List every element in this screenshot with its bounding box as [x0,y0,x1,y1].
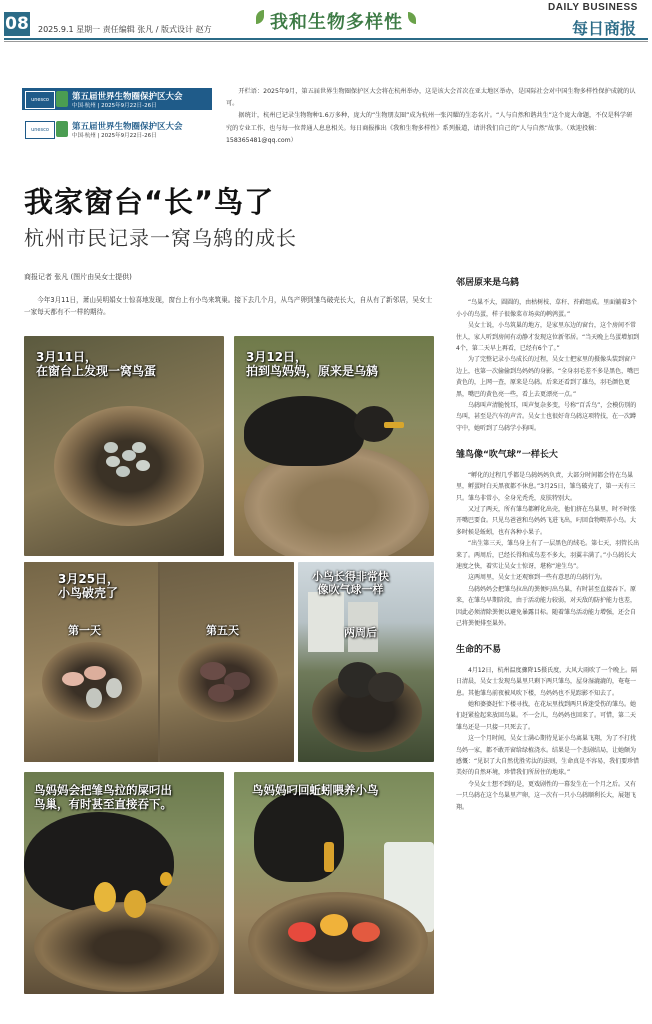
intro-paragraph: 开栏语：2025年9月，第五届世界生物圈保护区大会将在杭州举办，这是该大会首次在亚太地区举办，是国际社会对中国生物多样性保护成就的认可。 [226,88,636,108]
photo-eggs [24,336,224,556]
day-one-label: 第一天 [68,624,101,637]
body-paragraph: 又过了两天，所有雏鸟都孵化出壳，他们挤在鸟巢里，时不时张开嘴巴要食。只见鸟爸爸和鸟妈妈飞进飞出，叼回食物喂养小鸟。大多时候是蚯蚓，也有各种小果子。 [456,505,637,536]
banner-subtitle: 中国·杭州 | 2025年9月22日-26日 [72,103,157,109]
photo-mother-blackbird [234,336,434,556]
emblem-icon [56,121,68,137]
body-paragraph: 这一个月时间，吴女士满心期待见证小鸟离巢飞翔，为了不打扰鸟妈一家，都不敢开窗给绿植浇水。结果是一个悲剧结局，让她颇为感慨：“见识了大自然优胜劣汰的法则，生命真是不容易，我们要珍惜美好的自然环境，珍惜我们所居住的地球。” [456,735,640,777]
intro-paragraph: 据统计，杭州已记录生物物种1.6万多种，庞大的“生物朋友圈”成为杭州一张闪耀的生态名片。“人与自然和谐共生”这个庞大命题，不仅是科学研究的专业工作，也与每一位普通人息息相关。每日商报推出《我和生物多样性》系列报道，请讲我们自己的“人与自然”故事。（欢迎投稿：158365481@qq.com） [226,112,633,144]
section-heading: 邻居原来是乌鸫 [456,278,520,288]
body-paragraph: 这两周里，吴女士还观察到一些有意思的乌鸫行为。 [468,574,607,582]
lead-paragraph: 今年3月11日，萧山吴明娟女士惊喜地发现，窗台上有小鸟来筑巢。接下去几个月，从鸟产卵到雏鸟破壳长大，自从有了新邻居，吴女士一家每天都有不一样的期待。 [24,296,433,316]
date-line: 2025.9.1 星期一 责任编辑 张凡 / 版式设计 赵方 [38,25,212,34]
body-paragraph: “孵化的过程几乎都是乌鸫妈妈负责，大部分时间都会待在鸟巢里，孵蛋时白天黑夜都不休息。”3月25日，雏鸟破壳了，第一天有三只。雏鸟非常小，全身光秃秃，皮肤特别大。 [456,471,636,502]
header-divider [4,38,648,40]
banner-title: 第五届世界生物圈保护区大会 [72,92,183,102]
body-paragraph: “鸟巢不大，圆圆的，由枯树枝、草秆、苔藓组成。里面躺着3个小小的鸟蛋，样子很像菜市场卖的鹌鹑蛋。” [456,299,637,318]
body-paragraph: 吴女士说，小鸟筑巢的地方，是家里东边的窗台，这个房间不常住人，家人听到房间有动静才发现这位新邻居。“当天晚上鸟蛋增加到4个，第二天早上再看，已经有6个了。” [456,322,640,353]
photo-caption: 鸟妈妈会把雏鸟拉的屎叼出 鸟巢，有时甚至直接吞下。 [34,783,172,811]
photo-hatchlings [24,562,294,762]
banner-title: 第五届世界生物圈保护区大会 [72,122,183,132]
section-title: 我和生物多样性 [270,12,403,33]
unesco-logo: unesco [25,121,55,139]
photo-two-weeks [298,562,434,762]
article-subheadline: 杭州市民记录一窝乌鸫的成长 [24,226,297,250]
congress-banner [22,88,212,110]
leaf-icon [256,10,264,24]
body-paragraph: 她和婆婆赶忙下楼寻找，在花坛里找到两只昏迷受伤的雏鸟。她们赶紧捡起来放回鸟巢。不一会儿，鸟妈妈也回来了。可惜，第二天雏鸟还是一只接一只死去了。 [456,701,637,731]
emblem-icon [56,91,68,107]
leaf-icon [408,12,416,24]
byline: 商报记者 张凡 (图片由吴女士提供) [24,273,132,281]
photo-caption: 小鸟长得非常快 像吹气球一样 [312,570,389,597]
body-paragraph: 令吴女士想不到的是，更戏剧性的一幕发生在一个月之后。又有一只乌鸫在这个鸟巢里产卵，这一次有一只小乌鸫顺利长大，展翅飞翔。 [456,780,637,811]
day-five-label: 第五天 [206,624,239,637]
page-number: 08 [5,14,29,34]
body-paragraph: 乌鸫叫声清脆悦耳，叫声复杂多变，号称“百舌鸟”，会模仿别的鸟叫，甚至是汽车的声音。吴女士也很好奇乌鸫这项特技，在一次蹲守中，她听到了乌鸫学小狗叫。 [456,402,637,432]
section-heading: 生命的不易 [456,645,502,656]
sidebar-column [456,278,640,813]
photo-caption: 鸟妈妈叼回蚯蚓喂养小鸟 [252,783,379,797]
photo-caption: 3月11日， 在窗台上发现一窝鸟蛋 [36,350,157,379]
header-divider [4,41,648,42]
section-heading: 雏鸟像“吹气球”一样长大 [456,450,558,461]
banner-subtitle: 中国·杭州 | 2025年9月22日-26日 [72,133,157,139]
paper-name-en: DAILY BUSINESS [548,2,638,13]
article-headline: 我家窗台“长”鸟了 [24,185,275,219]
unesco-logo: unesco [25,91,55,109]
photo-caption: 3月25日， 小鸟破壳了 [58,572,120,601]
body-paragraph: 乌鸫妈妈会把雏鸟拉出的粪便叼出鸟巢，有时甚至直接吞下。原来，在雏鸟早期阶段，由于活动能力较弱，对天敌的防护能力也差，因此必须清除粪便以避免暴露目标。随着雏鸟活动能力增强，还会自己将粪便排至巢外。 [456,585,637,627]
photo-mother-cleaning [24,772,224,994]
body-paragraph: 为了完整记录小鸟成长的过程，吴女士把家里的摄像头装到窗户边上，也第一次偷偷到鸟妈妈的身影。“全身羽毛差不多是黑色，嘴巴黄色的，上网一查，原来是乌鸫。后来还看到了雄鸟，羽毛颜色更黑，嘴巴的黄色亮一些，看上去更漂亮一点。” [456,356,640,398]
body-paragraph: “出生第三天，雏鸟身上有了一层黑色的绒毛。第七天，羽管长出来了。两周后，已经长得和成鸟差不多大，羽翼丰满了。”小乌鸫长大速度之快，着实让吴女士惊讶，堪称“速生鸟”。 [456,540,640,570]
column-intro [226,86,636,147]
paper-name-cn: 每日商报 [572,19,637,38]
congress-banner [22,118,212,140]
photo-feeding-worms [234,772,434,994]
two-weeks-label: 两周后 [344,626,377,639]
photo-caption: 3月12日， 拍到鸟妈妈，原来是乌鸫 [246,350,379,379]
body-paragraph: 4月12日，杭州温度骤降15摄氏度，大风大雨吹了一个晚上。隔日清晨，吴女士发现鸟巢里只剩下两只雏鸟，屋身湿漉漉的，奄奄一息。其他雏鸟前夜被风吹下楼，鸟妈妈也不见踪影不知去了。 [456,666,638,697]
